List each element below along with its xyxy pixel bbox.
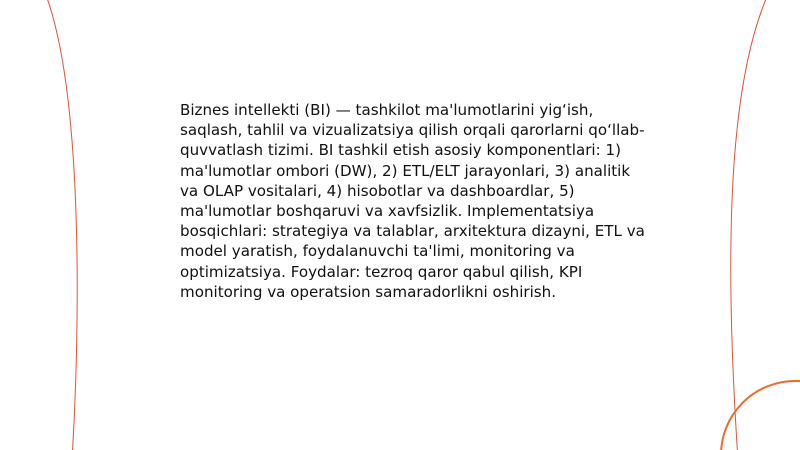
body-paragraph: Biznes intellekti (BI) — tashkilot ma'lumotlarini yig‘ish, saqlash, tahlil va vizualizatsiya qilish orqali qarorlarni qo‘llab-quvvatlash tizimi. BI tashkil etish asosiy komponentlari: 1) ma'lumotlar ombori (DW), 2) ETL/ELT jarayonlari, 3) analitik va OLAP vositalari, 4) hisobotlar va dashboardlar, 5) ma'lumotlar boshqaruvi va xavfsizlik. Implementatsiya bosqichlari: strategiya va talablar, arxitektura dizayni, ETL va model yaratish, foydalanuvchi ta'limi, monitoring va optimizatsiya. Foydalar: tezroq qaror qabul qilish, KPI monitoring va operatsion samaradorlikni oshirish. [180, 101, 645, 301]
left-decorative-curve [44, 0, 77, 450]
corner-decorative-circle [721, 381, 800, 450]
right-decorative-curve [731, 0, 770, 450]
text-block [180, 100, 650, 302]
